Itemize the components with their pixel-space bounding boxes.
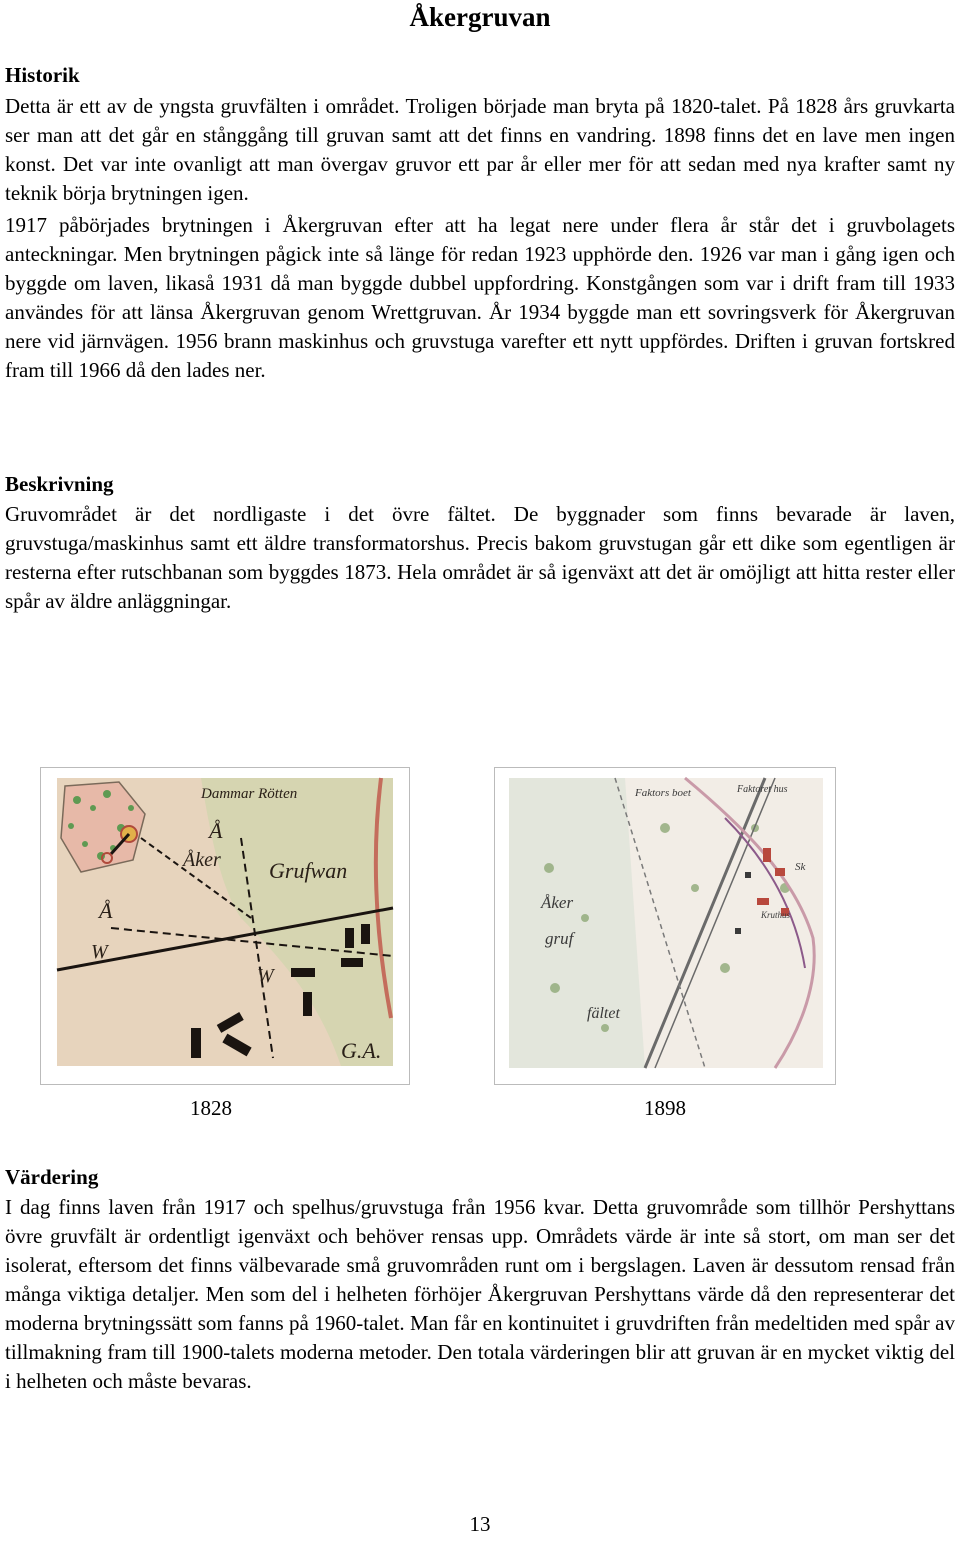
page-number: 13 [469, 1512, 491, 1536]
paragraph-beskrivning: Gruvområdet är det nordligaste i det övre fältet. De byggnader som finns bevarade är laven, gruvstuga/maskinhus samt ett äldre transformatorshus. Precis bakom gruvstugan går ett dike som egentligen är resterna efter rutschbanan som byggdes 1873. Hela området är så igenväxt att det är omöjligt att hitta rester eller spår av äldre anläggningar. [5, 502, 955, 613]
svg-text:Å: Å [99, 898, 113, 923]
svg-text:G.A.: G.A. [341, 1038, 382, 1063]
svg-text:Sk: Sk [795, 861, 806, 873]
paragraph-historik-2: 1917 påbörjades brytningen i Åkergruvan efter att ha legat nere under flera år står det i gruvbolagets anteckningar. Men brytningen pågick inte så länge för redan 1923 upphörde den. 1926 var man i gång igen och byggde om laven, likaså 1931 då man byggde dubbel uppfordring. Konstgången som var i drift fram till 1933 användes för att länsa Åkergruvan genom Wrettgruvan. År 1934 byggde man ett sovringsverk för Åkergruvan nere vid järnvägen. 1956 brann maskinhus och gruvstuga varefter ett nytt uppfördes. Driften i gruvan fortskred fram till 1966 då den lades ner. [5, 213, 955, 382]
map-1828-image [41, 768, 409, 1084]
svg-text:Faktoret hus: Faktoret hus [737, 784, 788, 795]
svg-text:Dammar Rötten: Dammar Rötten [201, 786, 298, 802]
svg-text:Åker: Åker [183, 849, 221, 871]
svg-text:Grufwan: Grufwan [269, 858, 348, 883]
caption-map-1828: 1828 [190, 1096, 232, 1120]
map-1828-figure [40, 767, 410, 1085]
paragraph-historik-1: Detta är ett av de yngsta gruvfälten i området. Troligen började man bryta på 1820-talet. På 1828 års gruvkarta ser man att det går en stånggång till gruvan samt att det finns en vandring. 1898 finns det en lave men ingen konst. Det var inte ovanligt att man övergav gruvor ett par år eller mer för att sedan med nya krafter samt ny teknik börja brytningen igen. [5, 94, 955, 205]
map-1898-figure [494, 767, 836, 1085]
map-1898-image [495, 768, 835, 1084]
svg-text:Åker: Åker [541, 893, 574, 912]
page-title: Åkergruvan [409, 2, 551, 32]
svg-text:Faktors boet: Faktors boet [635, 787, 691, 799]
heading-vardering: Värdering [5, 1165, 99, 1189]
svg-text:Å: Å [209, 818, 223, 843]
svg-text:W: W [91, 941, 108, 963]
svg-text:W: W [257, 965, 274, 987]
svg-text:fältet: fältet [587, 1005, 620, 1022]
caption-map-1898: 1898 [644, 1096, 686, 1120]
svg-text:gruf: gruf [545, 929, 574, 948]
paragraph-vardering: I dag finns laven från 1917 och spelhus/gruvstuga från 1956 kvar. Detta gruvområde som tillhör Pershyttans övre gruvfält är ordentligt igenväxt och behöver rensas upp. Områdets värde är inte så stort, om man ser det isolerat, eftersom det finns välbevarade små gruvområden runt om i bergslagen. Laven är dessutom rensad från många viktiga detaljer. Men som del i helheten förhöjer Åkergruvan Pershyttans värde då den representerar det moderna brytningssätt som fanns på 1960-talet. Man får en kontinuitet i gruvdriften från medeltiden med spår av tillmakning fram till 1900-talets moderna metoder. Den totala värderingen blir att gruvan är en mycket viktig del i helheten och måste bevaras. [5, 1195, 955, 1393]
heading-historik: Historik [5, 63, 80, 87]
svg-text:Kruthus: Kruthus [761, 910, 791, 920]
heading-beskrivning: Beskrivning [5, 472, 114, 496]
